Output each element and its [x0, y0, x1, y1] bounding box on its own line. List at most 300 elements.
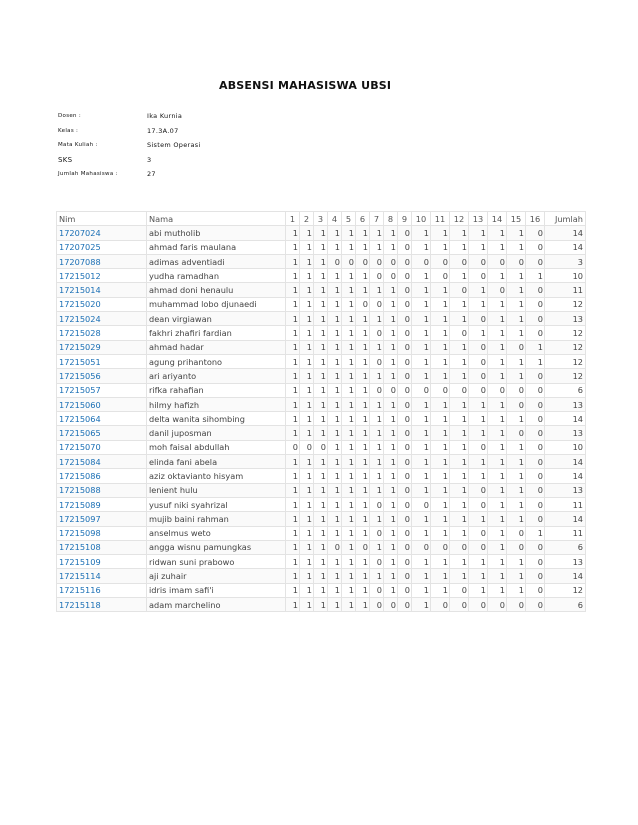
attendance-cell: 0 [469, 598, 488, 612]
attendance-cell: 1 [314, 369, 328, 383]
attendance-cell: 0 [526, 440, 545, 454]
attendance-cell: 0 [526, 540, 545, 554]
attendance-cell: 0 [412, 383, 431, 397]
student-name: hilmy hafizh [147, 397, 286, 411]
attendance-cell: 1 [356, 426, 370, 440]
attendance-cell: 1 [507, 440, 526, 454]
attendance-cell: 1 [314, 483, 328, 497]
attendance-cell: 1 [342, 483, 356, 497]
attendance-cell: 1 [507, 226, 526, 240]
attendance-cell: 0 [398, 369, 412, 383]
attendance-cell: 1 [328, 226, 342, 240]
attendance-cell: 1 [356, 383, 370, 397]
attendance-cell: 1 [342, 312, 356, 326]
attendance-cell: 1 [314, 583, 328, 597]
attendance-cell: 1 [300, 383, 314, 397]
attendance-cell: 0 [370, 269, 384, 283]
nim-link[interactable]: 17215064 [57, 412, 147, 426]
column-header: 13 [469, 212, 488, 226]
attendance-cell: 1 [384, 240, 398, 254]
attendance-cell: 1 [384, 426, 398, 440]
attendance-cell: 1 [431, 483, 450, 497]
attendance-cell: 0 [398, 240, 412, 254]
attendance-cell: 1 [314, 269, 328, 283]
student-name: ahmad hadar [147, 340, 286, 354]
nim-link[interactable]: 17215012 [57, 269, 147, 283]
attendance-cell: 0 [469, 540, 488, 554]
attendance-cell: 1 [328, 383, 342, 397]
total-cell: 13 [545, 426, 586, 440]
attendance-cell: 0 [398, 583, 412, 597]
table-row [57, 226, 586, 240]
attendance-cell: 0 [398, 226, 412, 240]
attendance-cell: 1 [370, 540, 384, 554]
attendance-cell: 0 [370, 326, 384, 340]
column-header: 2 [300, 212, 314, 226]
attendance-cell: 1 [328, 297, 342, 311]
column-header: 14 [488, 212, 507, 226]
attendance-cell: 1 [431, 354, 450, 368]
attendance-cell: 1 [384, 540, 398, 554]
attendance-cell: 0 [300, 440, 314, 454]
info-label: Dosen : [58, 113, 82, 120]
nim-link[interactable]: 17215109 [57, 555, 147, 569]
attendance-cell: 1 [286, 254, 300, 268]
total-cell: 10 [545, 269, 586, 283]
attendance-cell: 0 [450, 283, 469, 297]
attendance-cell: 1 [488, 397, 507, 411]
attendance-cell: 1 [507, 583, 526, 597]
attendance-cell: 0 [526, 598, 545, 612]
attendance-cell: 1 [412, 583, 431, 597]
attendance-cell: 1 [300, 312, 314, 326]
column-header: 8 [384, 212, 398, 226]
attendance-cell: 1 [314, 383, 328, 397]
attendance-cell: 1 [286, 526, 300, 540]
nim-link[interactable]: 17215098 [57, 526, 147, 540]
attendance-cell: 0 [450, 540, 469, 554]
total-cell: 13 [545, 555, 586, 569]
attendance-cell: 1 [314, 497, 328, 511]
attendance-cell: 1 [328, 569, 342, 583]
nim-link[interactable]: 17215089 [57, 497, 147, 511]
attendance-cell: 0 [469, 312, 488, 326]
attendance-cell: 0 [526, 369, 545, 383]
attendance-cell: 1 [370, 369, 384, 383]
attendance-cell: 1 [507, 455, 526, 469]
table-row [57, 497, 586, 511]
attendance-cell: 1 [356, 569, 370, 583]
attendance-cell: 1 [314, 283, 328, 297]
attendance-cell: 1 [412, 283, 431, 297]
table-row [57, 412, 586, 426]
nim-link[interactable]: 17215070 [57, 440, 147, 454]
attendance-cell: 1 [450, 297, 469, 311]
column-header: 16 [526, 212, 545, 226]
attendance-cell: 0 [398, 326, 412, 340]
attendance-cell: 1 [431, 583, 450, 597]
attendance-cell: 1 [300, 426, 314, 440]
attendance-cell: 1 [412, 269, 431, 283]
nim-link[interactable]: 17215024 [57, 312, 147, 326]
attendance-cell: 1 [431, 297, 450, 311]
column-header: 9 [398, 212, 412, 226]
attendance-cell: 0 [526, 583, 545, 597]
attendance-cell: 0 [469, 526, 488, 540]
attendance-cell: 1 [488, 569, 507, 583]
attendance-cell: 1 [300, 555, 314, 569]
column-header: 11 [431, 212, 450, 226]
attendance-cell: 1 [300, 269, 314, 283]
attendance-cell: 1 [384, 226, 398, 240]
total-cell: 6 [545, 383, 586, 397]
attendance-cell: 1 [431, 283, 450, 297]
attendance-cell: 1 [356, 226, 370, 240]
attendance-cell: 0 [526, 469, 545, 483]
attendance-cell: 0 [526, 555, 545, 569]
attendance-cell: 1 [356, 583, 370, 597]
total-cell: 11 [545, 526, 586, 540]
table-row [57, 512, 586, 526]
attendance-cell: 1 [328, 354, 342, 368]
attendance-cell: 1 [328, 269, 342, 283]
student-name: adimas adventiadi [147, 254, 286, 268]
attendance-cell: 0 [507, 254, 526, 268]
nim-link[interactable]: 17215020 [57, 297, 147, 311]
attendance-cell: 0 [370, 354, 384, 368]
total-cell: 14 [545, 226, 586, 240]
nim-link[interactable]: 17207024 [57, 226, 147, 240]
table-row [57, 369, 586, 383]
attendance-cell: 1 [342, 512, 356, 526]
total-cell: 3 [545, 254, 586, 268]
attendance-cell: 1 [286, 369, 300, 383]
attendance-cell: 0 [398, 397, 412, 411]
attendance-cell: 1 [370, 469, 384, 483]
nim-link[interactable]: 17215029 [57, 340, 147, 354]
attendance-cell: 1 [384, 569, 398, 583]
attendance-cell: 0 [488, 254, 507, 268]
attendance-cell: 1 [314, 254, 328, 268]
attendance-cell: 1 [450, 497, 469, 511]
attendance-cell: 1 [300, 412, 314, 426]
attendance-cell: 1 [356, 483, 370, 497]
attendance-cell: 1 [328, 369, 342, 383]
attendance-cell: 1 [370, 512, 384, 526]
attendance-cell: 0 [384, 383, 398, 397]
attendance-cell: 1 [286, 354, 300, 368]
attendance-cell: 1 [384, 369, 398, 383]
nim-link[interactable]: 17215060 [57, 397, 147, 411]
attendance-cell: 1 [488, 269, 507, 283]
attendance-cell: 1 [370, 340, 384, 354]
attendance-cell: 1 [431, 426, 450, 440]
attendance-cell: 0 [507, 526, 526, 540]
attendance-cell: 1 [488, 412, 507, 426]
attendance-cell: 1 [412, 469, 431, 483]
attendance-cell: 1 [356, 469, 370, 483]
attendance-cell: 0 [328, 254, 342, 268]
attendance-cell: 1 [384, 412, 398, 426]
attendance-cell: 1 [314, 226, 328, 240]
nim-link[interactable]: 17207025 [57, 240, 147, 254]
total-cell: 12 [545, 369, 586, 383]
attendance-cell: 1 [356, 526, 370, 540]
attendance-cell: 1 [507, 369, 526, 383]
attendance-cell: 1 [469, 326, 488, 340]
attendance-cell: 1 [300, 455, 314, 469]
attendance-cell: 1 [328, 512, 342, 526]
attendance-cell: 1 [300, 397, 314, 411]
nim-link[interactable]: 17215051 [57, 354, 147, 368]
attendance-cell: 1 [507, 283, 526, 297]
attendance-cell: 1 [488, 340, 507, 354]
attendance-cell: 1 [314, 354, 328, 368]
table-row [57, 540, 586, 554]
student-name: ari ariyanto [147, 369, 286, 383]
attendance-cell: 1 [286, 326, 300, 340]
attendance-cell: 1 [328, 497, 342, 511]
table-row [57, 469, 586, 483]
attendance-cell: 0 [286, 440, 300, 454]
nim-link[interactable]: 17215118 [57, 598, 147, 612]
attendance-cell: 1 [314, 412, 328, 426]
attendance-cell: 1 [469, 297, 488, 311]
attendance-cell: 1 [370, 426, 384, 440]
attendance-cell: 1 [328, 240, 342, 254]
attendance-cell: 1 [431, 497, 450, 511]
student-name: aji zuhair [147, 569, 286, 583]
student-name: angga wisnu pamungkas [147, 540, 286, 554]
nim-link[interactable]: 17215056 [57, 369, 147, 383]
info-value: Sistem Operasi [147, 141, 201, 150]
nim-link[interactable]: 17207088 [57, 254, 147, 268]
attendance-cell: 1 [488, 512, 507, 526]
student-name: yudha ramadhan [147, 269, 286, 283]
attendance-cell: 1 [286, 312, 300, 326]
attendance-cell: 0 [398, 283, 412, 297]
table-row [57, 440, 586, 454]
attendance-cell: 1 [328, 412, 342, 426]
attendance-cell: 0 [398, 426, 412, 440]
attendance-cell: 1 [314, 326, 328, 340]
table-row [57, 340, 586, 354]
attendance-cell: 1 [328, 555, 342, 569]
nim-link[interactable]: 17215057 [57, 383, 147, 397]
attendance-cell: 0 [469, 269, 488, 283]
attendance-cell: 0 [398, 540, 412, 554]
table-row [57, 240, 586, 254]
total-cell: 14 [545, 569, 586, 583]
attendance-cell: 0 [488, 598, 507, 612]
attendance-cell: 1 [286, 226, 300, 240]
attendance-cell: 1 [431, 440, 450, 454]
attendance-cell: 1 [384, 297, 398, 311]
info-label: Mata Kuliah : [58, 142, 98, 149]
attendance-cell: 0 [412, 540, 431, 554]
attendance-cell: 1 [300, 326, 314, 340]
attendance-cell: 1 [488, 469, 507, 483]
attendance-cell: 0 [450, 583, 469, 597]
attendance-cell: 1 [384, 583, 398, 597]
nim-link[interactable]: 17215028 [57, 326, 147, 340]
nim-link[interactable]: 17215114 [57, 569, 147, 583]
attendance-cell: 1 [412, 426, 431, 440]
attendance-cell: 0 [356, 297, 370, 311]
column-header: 6 [356, 212, 370, 226]
nim-link[interactable]: 17215088 [57, 483, 147, 497]
attendance-cell: 1 [450, 569, 469, 583]
attendance-cell: 0 [370, 555, 384, 569]
attendance-cell: 1 [469, 555, 488, 569]
attendance-cell: 1 [450, 555, 469, 569]
attendance-cell: 1 [507, 412, 526, 426]
attendance-cell: 1 [314, 426, 328, 440]
attendance-cell: 1 [488, 497, 507, 511]
attendance-cell: 0 [507, 383, 526, 397]
attendance-cell: 1 [488, 226, 507, 240]
attendance-cell: 1 [431, 526, 450, 540]
column-header: 15 [507, 212, 526, 226]
attendance-cell: 1 [450, 354, 469, 368]
student-name: agung prihantono [147, 354, 286, 368]
attendance-cell: 1 [356, 240, 370, 254]
table-row [57, 455, 586, 469]
attendance-cell: 1 [384, 526, 398, 540]
attendance-cell: 0 [469, 354, 488, 368]
attendance-cell: 1 [300, 583, 314, 597]
total-cell: 6 [545, 598, 586, 612]
attendance-cell: 1 [300, 569, 314, 583]
attendance-cell: 1 [286, 383, 300, 397]
attendance-cell: 1 [342, 555, 356, 569]
nim-link[interactable]: 17215086 [57, 469, 147, 483]
attendance-cell: 0 [431, 254, 450, 268]
attendance-cell: 1 [342, 326, 356, 340]
attendance-cell: 0 [526, 455, 545, 469]
attendance-cell: 1 [450, 369, 469, 383]
student-name: yusuf niki syahrizal [147, 497, 286, 511]
student-name: anselmus weto [147, 526, 286, 540]
table-row [57, 526, 586, 540]
attendance-cell: 1 [384, 397, 398, 411]
attendance-cell: 1 [507, 497, 526, 511]
attendance-cell: 0 [398, 598, 412, 612]
attendance-cell: 1 [384, 555, 398, 569]
total-cell: 12 [545, 297, 586, 311]
attendance-cell: 1 [412, 555, 431, 569]
attendance-cell: 1 [286, 412, 300, 426]
attendance-cell: 0 [526, 254, 545, 268]
attendance-cell: 1 [412, 483, 431, 497]
table-row [57, 426, 586, 440]
attendance-cell: 1 [328, 483, 342, 497]
attendance-cell: 1 [488, 455, 507, 469]
student-name: ahmad doni henaulu [147, 283, 286, 297]
attendance-cell: 0 [314, 440, 328, 454]
total-cell: 12 [545, 583, 586, 597]
table-row [57, 397, 586, 411]
attendance-cell: 1 [342, 569, 356, 583]
attendance-cell: 1 [286, 455, 300, 469]
nim-link[interactable]: 17215065 [57, 426, 147, 440]
attendance-cell: 1 [300, 469, 314, 483]
attendance-cell: 1 [286, 469, 300, 483]
attendance-cell: 1 [469, 397, 488, 411]
total-cell: 12 [545, 340, 586, 354]
attendance-cell: 1 [412, 397, 431, 411]
table-row [57, 269, 586, 283]
nim-link[interactable]: 17215097 [57, 512, 147, 526]
attendance-cell: 1 [300, 283, 314, 297]
attendance-cell: 1 [431, 555, 450, 569]
attendance-cell: 0 [342, 254, 356, 268]
attendance-cell: 0 [526, 240, 545, 254]
table-row [57, 326, 586, 340]
attendance-cell: 0 [431, 540, 450, 554]
attendance-cell: 1 [342, 540, 356, 554]
attendance-cell: 1 [526, 526, 545, 540]
attendance-cell: 1 [488, 426, 507, 440]
attendance-cell: 1 [450, 455, 469, 469]
attendance-cell: 1 [384, 483, 398, 497]
attendance-cell: 0 [370, 383, 384, 397]
attendance-cell: 0 [469, 369, 488, 383]
attendance-cell: 0 [384, 269, 398, 283]
attendance-cell: 1 [342, 497, 356, 511]
attendance-cell: 0 [412, 254, 431, 268]
table-row [57, 254, 586, 268]
attendance-cell: 0 [328, 540, 342, 554]
total-cell: 13 [545, 397, 586, 411]
attendance-cell: 0 [526, 569, 545, 583]
nim-link[interactable]: 17215014 [57, 283, 147, 297]
attendance-cell: 1 [370, 483, 384, 497]
student-name: lenient hulu [147, 483, 286, 497]
attendance-cell: 1 [370, 283, 384, 297]
attendance-cell: 0 [384, 254, 398, 268]
attendance-cell: 0 [398, 497, 412, 511]
nim-link[interactable]: 17215108 [57, 540, 147, 554]
attendance-cell: 1 [431, 412, 450, 426]
attendance-cell: 1 [314, 540, 328, 554]
total-cell: 14 [545, 512, 586, 526]
attendance-cell: 1 [370, 455, 384, 469]
attendance-cell: 1 [328, 426, 342, 440]
student-name: aziz oktavianto hisyam [147, 469, 286, 483]
total-cell: 14 [545, 455, 586, 469]
nim-link[interactable]: 17215116 [57, 583, 147, 597]
attendance-cell: 1 [431, 397, 450, 411]
page-title: ABSENSI MAHASISWA UBSI [219, 79, 392, 92]
attendance-cell: 0 [398, 455, 412, 469]
attendance-cell: 1 [342, 283, 356, 297]
attendance-cell: 1 [412, 598, 431, 612]
table-row [57, 297, 586, 311]
attendance-cell: 1 [488, 369, 507, 383]
attendance-cell: 1 [300, 297, 314, 311]
attendance-cell: 1 [286, 497, 300, 511]
attendance-cell: 0 [370, 583, 384, 597]
attendance-cell: 0 [398, 254, 412, 268]
attendance-cell: 1 [328, 312, 342, 326]
nim-link[interactable]: 17215084 [57, 455, 147, 469]
attendance-cell: 1 [286, 540, 300, 554]
attendance-cell: 1 [469, 583, 488, 597]
total-cell: 12 [545, 354, 586, 368]
attendance-cell: 1 [507, 555, 526, 569]
attendance-cell: 0 [469, 254, 488, 268]
